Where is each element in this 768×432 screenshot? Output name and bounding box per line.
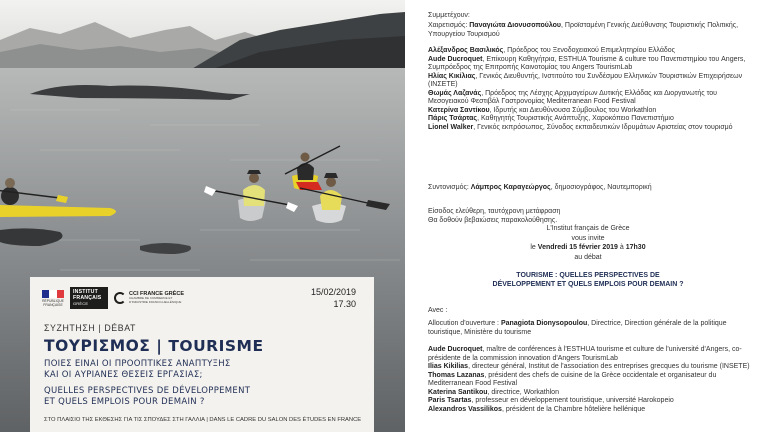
list-item bbox=[428, 115, 748, 124]
institut-francais-logo bbox=[70, 287, 108, 309]
topic-french bbox=[428, 271, 748, 289]
list-item bbox=[428, 90, 748, 107]
moderator-label-greek: Συντονισμός: bbox=[428, 184, 469, 191]
participant-name: Aude Ducroquet bbox=[428, 346, 483, 353]
participant-name: Ηλίας Κικίλιας bbox=[428, 72, 476, 80]
invite-line3-mid: à bbox=[617, 244, 626, 251]
participant-name: Paris Tsartas bbox=[428, 397, 472, 404]
moderator-role-greek: , δημοσιογράφος, Ναυτεμπορική bbox=[550, 184, 652, 191]
event-kind: ΣΥΖΗΤΗΣΗ | DÉBAT bbox=[44, 323, 136, 333]
participant-role: , Πρόεδρος της Λέσχης Αρχιμαγείρων Δυτικής Ελλάδας και Διοργανωτής του Μεσογειακού Φεστιβάλ Γαστρονομίας Mediterranean Food Festival bbox=[428, 89, 717, 105]
participant-role: , Πρόεδρος του Ξενοδοχειακού Επιμελητηρίου Ελλάδος bbox=[503, 47, 676, 54]
entry-line2-greek: Θα δοθούν βεβαιώσεις παρακολούθησης. bbox=[428, 216, 558, 224]
list-item bbox=[428, 406, 754, 415]
welcome-greek bbox=[428, 22, 748, 39]
subtitle-french-line2: ET QUELS EMPLOIS POUR DEMAIN ? bbox=[44, 397, 205, 407]
participant-name: Θωμάς Λαζανάς bbox=[428, 89, 482, 97]
institut-logo-line1: INSTITUT bbox=[73, 289, 98, 295]
welcome-role-french: , Directrice, Direction générale de la politique touristique, Ministère du tourisme bbox=[428, 320, 727, 336]
invite-line1: L'Institut français de Grèce bbox=[546, 225, 630, 232]
subtitle-greek-line2: ΚΑΙ ΟΙ ΑΥΡΙΑΝΕΣ ΘΕΣΕΙΣ ΕΡΓΑΣΙΑΣ; bbox=[44, 370, 203, 380]
list-item bbox=[428, 56, 748, 73]
cci-logo-sub1: CHAMBRE DE COMMERCE ET bbox=[129, 296, 173, 301]
invite-line3 bbox=[428, 243, 748, 253]
topic-line1: TOURISME : QUELLES PERSPECTIVES DE bbox=[516, 272, 660, 279]
details-column bbox=[428, 0, 754, 432]
event-date: 15/02/2019 bbox=[310, 287, 356, 297]
cci-mark-icon bbox=[114, 292, 126, 304]
subtitle-greek bbox=[44, 359, 231, 381]
partner-logos bbox=[42, 287, 184, 309]
participant-name: Katerina Santikou bbox=[428, 388, 488, 396]
institut-logo-line2: FRANÇAIS bbox=[73, 295, 102, 301]
republique-francaise-logo bbox=[42, 287, 64, 309]
participant-role: , Γενικός εκπρόσωπος, Σύνοδος εκπαιδευτικών Ιδρυμάτων Αριστείας στον τουρισμό bbox=[473, 123, 733, 131]
participant-name: Lionel Walker bbox=[428, 123, 474, 131]
welcome-role-greek: , Προϊσταμένη Γενικής Διεύθυνσης Τουριστικής Πολιτικής, Υπουργείου Τουρισμού bbox=[428, 22, 739, 38]
republique-logo-text: RÉPUBLIQUE FRANÇAISE bbox=[42, 298, 64, 307]
subtitle-french bbox=[44, 386, 250, 408]
event-footer: ΣΤΟ ΠΛΑΙΣΙΟ ΤΗΣ ΕΚΘΕΣΗΣ ΓΙΑ ΤΙΣ ΣΠΟΥΔΕΣ ΣΤΗ ΓΑΛΛΙΑ | DANS LE CADRE DU SALON DES ÉTUDES EN FRANCE bbox=[44, 417, 362, 423]
cci-logo-name: CCI FRANCE GRÈCE bbox=[129, 291, 185, 298]
participant-name: Πάρις Τσάρτας bbox=[428, 115, 478, 122]
list-item bbox=[428, 47, 748, 56]
list-item bbox=[428, 397, 754, 406]
event-time: 17.30 bbox=[333, 298, 356, 309]
topic-line2: DÉVELOPPEMENT ET QUELS EMPLOIS POUR DEMAIN ? bbox=[492, 281, 684, 288]
participant-role: , président de la Chambre hôtelière hellénique bbox=[501, 405, 646, 413]
participant-name: Thomas Lazanas bbox=[428, 371, 485, 379]
participant-role: , directeur général, Institut de l'association des entreprises grecques du tourisme (INSETE) bbox=[468, 363, 750, 370]
moderator-greek bbox=[428, 184, 748, 193]
event-datetime bbox=[311, 287, 356, 310]
avec-heading: Avec : bbox=[428, 307, 448, 314]
welcome-label-french: Allocution d'ouverture : bbox=[428, 320, 501, 327]
welcome-name-french: Panagiota Dionysopoulou bbox=[500, 320, 588, 327]
participant-role: , président des chefs de cuisine de la Grèce occidentale et organisateur du Mediterranean Food Festival bbox=[428, 371, 717, 387]
participant-role: , Επίκουρη Καθηγήτρια, ESTHUA Tourisme & culture του Πανεπιστημίου του Angers, Συμπρόεδρος της Επιτροπής Καινοτομίας του Angers TourismLab bbox=[428, 55, 746, 71]
participant-name: Αλέξανδρος Βασιλικός bbox=[428, 47, 504, 54]
invite-date: Vendredi 15 février 2019 bbox=[537, 244, 618, 251]
participant-name: Alexandros Vassilikos bbox=[428, 405, 502, 413]
participant-role: , directrice, Workathlon bbox=[487, 388, 559, 396]
event-title: ΤΟΥΡΙΣΜΟΣ | TOURISME bbox=[44, 337, 264, 355]
subtitle-french-line1: QUELLES PERSPECTIVES DE DÉVELOPPEMENT bbox=[44, 386, 251, 396]
participants-list-french bbox=[428, 346, 754, 414]
list-item bbox=[428, 363, 754, 372]
institut-logo-line3: GRÈCE bbox=[73, 301, 89, 306]
invite-time: 17h30 bbox=[625, 244, 646, 251]
entry-info-greek bbox=[428, 208, 748, 225]
participant-name: Ilias Kikilias bbox=[428, 363, 469, 370]
welcome-french bbox=[428, 320, 748, 337]
list-item bbox=[428, 73, 748, 90]
participant-name: Κατερίνα Σαντίκου bbox=[428, 106, 490, 114]
invitation-french bbox=[428, 224, 748, 262]
list-item bbox=[428, 124, 748, 133]
participant-role: , Ιδρυτής και Διευθύνουσα Σύμβουλος του Workathlon bbox=[489, 106, 657, 114]
subtitle-greek-line1: ΠΟΙΕΣ ΕΙΝΑΙ ΟΙ ΠΡΟΟΠΤΙΚΕΣ ΑΝΑΠΤΥΞΗΣ bbox=[44, 359, 231, 369]
invite-line4: au débat bbox=[574, 253, 602, 261]
participants-list-greek bbox=[428, 47, 748, 132]
list-item bbox=[428, 107, 748, 116]
cci-logo-sub2: D'INDUSTRIE FRANCO-HELLÉNIQUE bbox=[129, 300, 182, 304]
participant-role: , professeur en développement touristique, université Harokopeio bbox=[471, 397, 674, 404]
participant-name: Aude Ducroquet bbox=[428, 55, 483, 63]
participant-role: , maître de conférences à l'ESTHUA tourisme et culture de l'université d'Angers, co-présidente de la commission innovation d'Angers TourismLab bbox=[428, 346, 742, 362]
cci-france-grece-logo bbox=[114, 291, 184, 304]
list-item bbox=[428, 372, 754, 389]
participants-heading-greek: Συμμετέχουν: bbox=[428, 12, 470, 19]
invite-line3-prefix: le bbox=[530, 244, 538, 251]
moderator-name-greek: Λάμπρος Καραγεώργος bbox=[470, 184, 551, 191]
entry-line1-greek: Είσοδος ελεύθερη, ταυτόχρονη μετάφραση bbox=[428, 208, 561, 215]
event-card bbox=[30, 277, 374, 432]
list-item bbox=[428, 389, 754, 398]
list-item bbox=[428, 346, 754, 363]
invite-line2: vous invite bbox=[571, 234, 605, 242]
participant-role: , Γενικός Διευθυντής, Ινστιτούτο του Συνδέσμου Ελληνικών Τουριστικών Επιχειρήσεων (ΙΝΣΕΤΕ) bbox=[428, 72, 743, 88]
participant-role: , Καθηγητής Τουριστικής Ανάπτυξης, Χαροκόπειο Πανεπιστήμιο bbox=[477, 115, 674, 122]
welcome-name-greek: Παναγιώτα Διονυσοπούλου bbox=[469, 22, 562, 29]
welcome-label-greek: Χαιρετισμός: bbox=[428, 22, 468, 29]
